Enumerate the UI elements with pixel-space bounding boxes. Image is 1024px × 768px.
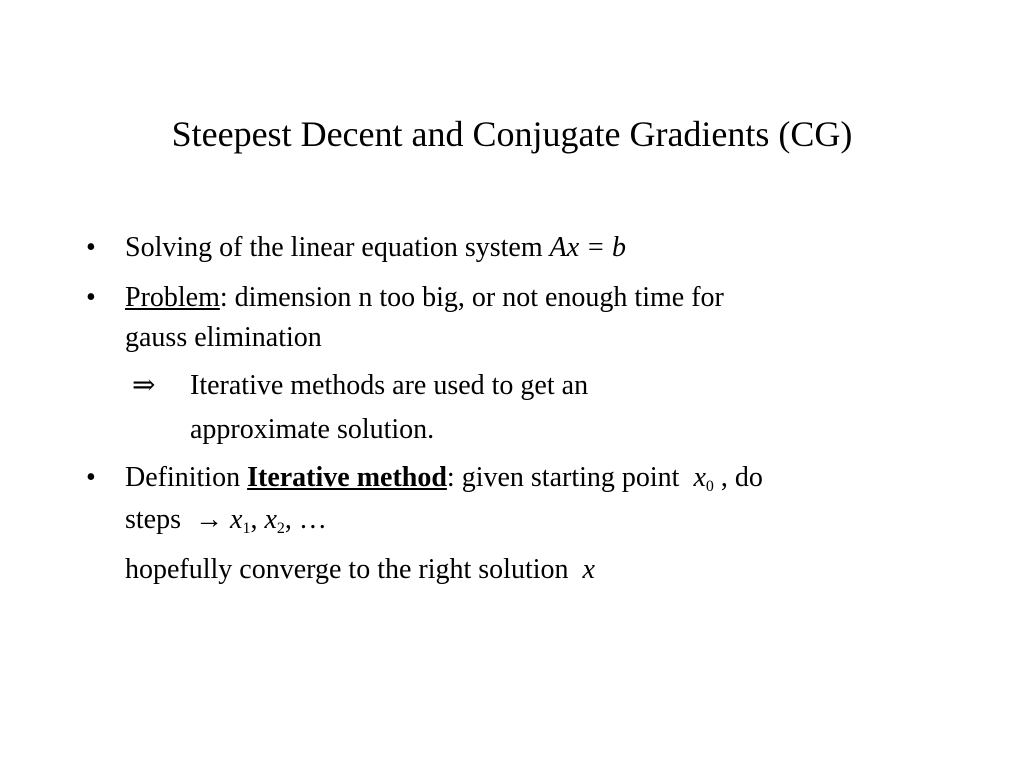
slide-title: Steepest Decent and Conjugate Gradients (CG)	[171, 114, 853, 154]
problem-label: Problem	[125, 282, 220, 313]
bullet-1-text: Solving of the linear equation system	[125, 232, 543, 263]
implication-line-2: approximate solution.	[190, 414, 435, 445]
x0-variable: x	[693, 462, 706, 493]
implication-line-1: Iterative methods are used to get an	[190, 370, 589, 401]
bullet-2-line-2: gauss elimination	[125, 322, 322, 353]
bullet-2-line-1	[125, 278, 724, 318]
bullet-2-marker: •	[86, 282, 96, 313]
bullet-3-text: : given starting point	[446, 462, 680, 493]
x1-subscript: 1	[242, 520, 251, 537]
x2-variable: x	[264, 504, 277, 535]
bullet-1-marker: •	[86, 232, 96, 263]
bullet-2-text: : dimension n too big, or not enough time for	[219, 282, 724, 313]
implies-symbol: ⇒	[132, 370, 156, 401]
x2-subscript: 2	[276, 520, 285, 537]
x0-subscript: 0	[705, 478, 714, 495]
x1-variable: x	[230, 504, 243, 535]
definition-prefix: Definition	[125, 462, 248, 493]
iterative-method-label: Iterative method	[247, 462, 447, 493]
sequence-separator: ,	[250, 504, 265, 535]
bullet-3-line-2	[125, 500, 327, 549]
converge-text: hopefully converge to the right solution	[125, 554, 569, 585]
equation-ax-b: Ax = b	[549, 232, 627, 263]
bullet-1-line	[125, 228, 626, 268]
bullet-3-line-3	[125, 550, 595, 590]
bullet-3-marker: •	[86, 462, 96, 493]
right-arrow-icon: →	[195, 504, 223, 535]
solution-variable: x	[582, 554, 595, 585]
steps-word: steps	[125, 504, 181, 535]
sequence-ellipsis: , …	[284, 504, 327, 535]
bullet-3-text-after: , do	[713, 462, 763, 493]
